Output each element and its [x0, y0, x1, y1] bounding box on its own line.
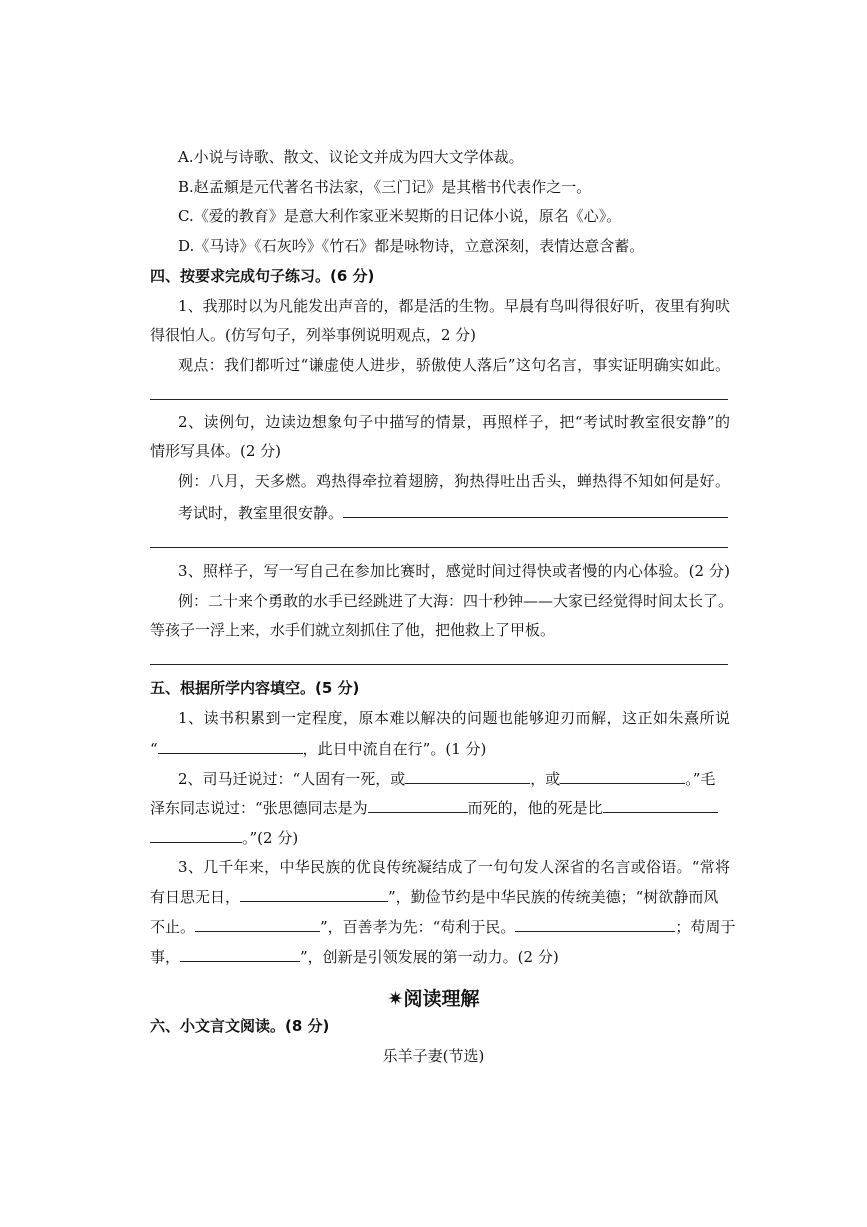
- answer-blank-s5q1[interactable]: [158, 738, 303, 754]
- s5-q1-line2: [150, 738, 730, 759]
- s5-q3-line2: [150, 886, 730, 907]
- option-a: A.小说与诗歌、散文、议论文并成为四大文学体裁。: [178, 148, 524, 166]
- answer-blank-s5q3-2[interactable]: [195, 916, 320, 932]
- s5-q3-a: 有日思无日，: [150, 888, 241, 906]
- s5-q2-line1: [178, 768, 730, 789]
- s5-q2-a: 2、司马迁说过：“人固有一死，或: [178, 770, 406, 788]
- option-c: C.《爱的教育》是意大利作家亚米契斯的日记体小说，原名《心》。: [178, 207, 622, 225]
- s5-q3-g: ”，创新是引领发展的第一动力。(2 分): [300, 948, 559, 966]
- option-b: B.赵孟頫是元代著名书法家，《三门记》是其楷书代表作之一。: [178, 178, 592, 196]
- section4-heading: 四、按要求完成句子练习。(6 分): [150, 267, 375, 285]
- section5-heading: 五、根据所学内容填空。(5 分): [150, 679, 360, 697]
- s4-q3-example1: 例：二十来个勇敢的水手已经跳进了大海：四十秒钟——大家已经觉得时间太长了。: [178, 592, 734, 610]
- s5-q2-e: 而死的，他的死是比: [467, 799, 603, 817]
- answer-blank-s5q3-1[interactable]: [240, 886, 388, 902]
- s5-q1-tail: ，此日中流自在行”。(1 分): [302, 740, 487, 758]
- answer-line-s4q3[interactable]: [150, 664, 728, 665]
- s5-q2-f: 。”(2 分): [242, 829, 299, 847]
- s5-q2-b: ，或: [530, 770, 561, 788]
- answer-blank-s5q2-2[interactable]: [560, 768, 685, 784]
- answer-line-s4q2[interactable]: [150, 547, 728, 548]
- answer-blank-s5q2-5[interactable]: [150, 827, 242, 843]
- s5-q3-line3: [150, 916, 736, 937]
- s5-q2-c: 。”毛: [685, 770, 716, 788]
- reading-section-title: ✷阅读理解: [387, 988, 480, 1010]
- answer-blank-s4q2[interactable]: [343, 502, 728, 518]
- s5-q1-open-quote: “: [150, 740, 158, 758]
- s4-q2-prompt-row: [178, 502, 730, 523]
- s4-q3-example2: 等孩子一浮上来，水手们就立刻抓住了他，把他救上了甲板。: [150, 621, 556, 639]
- answer-blank-s5q2-4[interactable]: [603, 797, 718, 813]
- s4-q2-prompt: 考试时，教室里很安静。: [178, 504, 344, 522]
- section6-heading: 六、小文言文阅读。(8 分): [150, 1017, 330, 1035]
- s4-q2-line1: 2、读例句，边读边想象句子中描写的情景，再照样子，把“考试时教室很安静”的: [178, 413, 730, 431]
- answer-blank-s5q2-1[interactable]: [405, 768, 530, 784]
- s4-q1-viewpoint: 观点：我们都听过“谦虚使人进步，骄傲使人落后”这句名言，事实证明确实如此。: [178, 356, 730, 374]
- s4-q3-line1: 3、照样子，写一写自己在参加比赛时，感觉时间过得快或者慢的内心体验。(2 分): [178, 562, 730, 580]
- passage-title: 乐羊子妻(节选): [382, 1047, 485, 1065]
- s4-q1-line2: 得很怕人。(仿写句子，列举事例说明观点，2 分): [150, 326, 477, 344]
- s5-q3-line4: [150, 946, 730, 967]
- s5-q2-line3: [150, 827, 730, 848]
- s4-q1-line1: 1、我那时以为凡能发出声音的，都是活的生物。早晨有鸟叫得很好听，夜里有狗吠: [178, 297, 730, 315]
- s5-q3-c: 不止。: [150, 918, 196, 936]
- s5-q3-f: 事，: [150, 948, 181, 966]
- answer-blank-s5q2-3[interactable]: [368, 797, 468, 813]
- s5-q3-e: ；苟周于: [675, 918, 736, 936]
- s5-q3-d: ”，百善孝为先：“苟利于民。: [320, 918, 516, 936]
- answer-blank-s5q3-4[interactable]: [180, 946, 300, 962]
- s4-q2-example: 例：八月，天多燃。鸡热得牵拉着翅膀，狗热得吐出舌头，蝉热得不知如何是好。: [178, 472, 730, 490]
- answer-blank-s5q3-3[interactable]: [515, 916, 675, 932]
- s4-q2-line2: 情形写具体。(2 分): [150, 442, 282, 460]
- s5-q2-d: 泽东同志说过：“张思德同志是为: [150, 799, 368, 817]
- s5-q1-line1: 1、读书积累到一定程度，原本难以解决的问题也能够迎刃而解，这正如朱熹所说: [178, 709, 730, 727]
- s5-q3-line1: 3、几千年来，中华民族的优良传统凝结成了一句句发人深省的名言或俗语。“常将: [178, 858, 730, 876]
- answer-line-s4q1[interactable]: [150, 399, 728, 400]
- s5-q3-b: ”，勤俭节约是中华民族的传统美德；“树欲静而风: [388, 888, 719, 906]
- option-d: D.《马诗》《石灰吟》《竹石》都是咏物诗，立意深刻，表情达意含蓄。: [178, 237, 645, 255]
- s5-q2-line2: [150, 797, 730, 818]
